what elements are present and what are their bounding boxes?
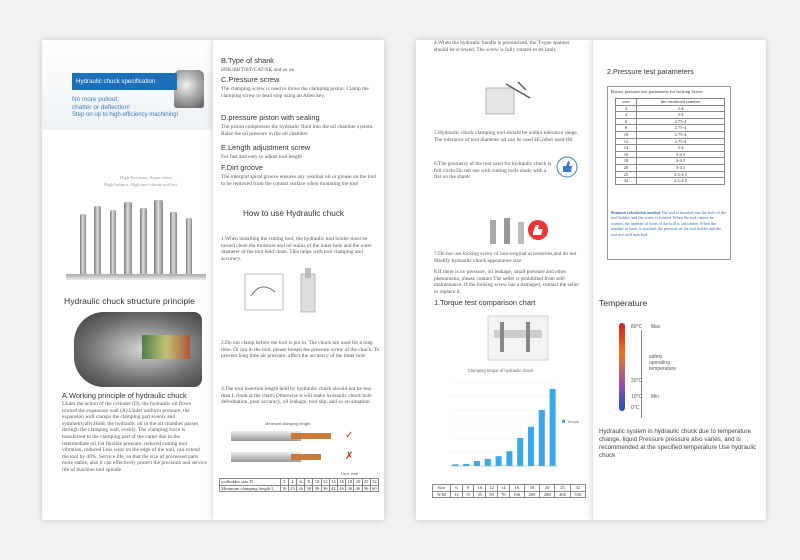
step-1: 1.When installing the cutting tool, the hydraulic tool holder must be turned clean the moisture and oil stains of the inner hole and the outer diameter of the tool held clean. This helps with tool clamping and accuracy. (221, 236, 372, 262)
temp-20-label: 20°C (631, 378, 643, 384)
temperature-body: Hydraulic system in hydraulic chuck due to temperature change, liquid Pressure pressure also varies, and is recommended at the specified temperature Use hydraulic chuck (599, 428, 757, 459)
temp-0-label: 0°C (631, 405, 640, 411)
table-row: 6 2.75-4 (616, 118, 725, 125)
chart-title: Clamping torque of hydraulic chuck (468, 368, 534, 373)
chuck-photo (174, 70, 204, 108)
temp-10-label: 10°C (631, 394, 643, 400)
chart-bar (506, 451, 512, 466)
section-e-body: For fast and easy to adjust tool length (221, 154, 302, 160)
section-a-body: Under the action of the cylinder (D), the hydraulic oil flows toward the expansion wall (A).Under uniform pressure, the expansion wall clamps the clamping part evenly and symmetrically.Hold, the hydraulic oil in the oil chamber passes through the clamping wall, evenly. The clamping force is transferred to the clamping part of the cutter due to the intermediate oil.Fat flexible pressure, reduced cutting tool vibration, reduced Less wear on the edge of the tool, can extend the tool by 40%. Service life, so that the size of processed parts more stable, also it can effectively protect the precision and service life of machine tool spindle (62, 401, 207, 473)
howto-title: How to use Hydraulic chuck (243, 209, 345, 218)
table-row: 8 2.75-4 (616, 125, 725, 132)
promo-text-2: High balance, High anti-vibration effect (104, 182, 178, 187)
table-row-label: toolholder size D (220, 479, 281, 486)
col-rotational-number: the rotational number (637, 99, 725, 106)
table-row: 32 3.5-4.5 (616, 178, 725, 185)
table-row: toolholder size D 3 4 6 8 10 12 14 16 18 20 25 32 (221, 479, 377, 484)
thumbs-up-icon (556, 156, 578, 178)
brochure-page-3 (416, 40, 592, 520)
section-d-body: The piston compresses the hydraulic fluid into the oil chamber system. Raise the oil pressure in the oil chamber (221, 124, 374, 137)
table-row: 12 2.75-4 (616, 138, 725, 145)
cross-mark-icon: ✗ (345, 451, 354, 462)
chart-bar (463, 464, 469, 466)
table-row-label: Minimum clamping length L (220, 485, 281, 492)
step-6: 6.The geometry of the tool used for hydraulic chuck is full circle.Do not use with cutting tools made with a flat on the shank (434, 161, 552, 181)
tool-holders-photo (66, 190, 206, 285)
table-row: 3 3-4 (616, 105, 725, 112)
safety-label-3: temperature (649, 366, 676, 372)
tagline-2: chatter or deflection! (72, 104, 130, 111)
torque-test-illustration (486, 314, 550, 362)
step-5: 5.Hydraulic chuck clamping tool should be within tolerance range. The tolerance of tool diameter φ4 can be used H5,other used H6 (434, 130, 579, 143)
table-row: 14 3-4 (616, 145, 725, 152)
section-e-title: E.Length adjustment screw (221, 143, 311, 152)
step-8: 8.If there is no pressure, oil leakage, small pressure and other phenomena, please contact The seller is prohibited from self-maintenance. If the locking screw has a damaged, contact the seller to replace it. (434, 269, 580, 295)
pressure-title: 2.Pressure test parameters (607, 67, 694, 76)
table-row-label: N/M (433, 491, 451, 498)
step-2: 2.Do not clamp before the tool is put in. The chuck not used for a long time. Or not in the tool, please loosen the pressure screw of the chuck. To prevent long time air pressure, affect the accuracy of the inner hole (221, 340, 380, 360)
legend-label: Torque (567, 418, 580, 424)
chart-bar (496, 456, 502, 466)
chart-bar (539, 410, 545, 466)
section-b-title: B.Type of shank (221, 56, 274, 65)
table-row-label: Size (433, 485, 451, 492)
section-c-body: The clamping screw is used to move the clamping piston. Clamp the clamping screw to dead stop using an Allen key. (221, 86, 369, 99)
step-3: 3.The tool insertion length held by hydraulic chuck should not be less than L (look at the chart) Otherwise it will make hydraulic chuck hole deformation, poor accuracy, oil leakage, tool slip, and so on situation (221, 386, 372, 406)
chart-bar (517, 438, 523, 466)
legend-swatch (562, 420, 565, 423)
pressure-table (615, 98, 725, 185)
table-row: 16 3-4.5 (616, 151, 725, 158)
table-row: 10 2.75-4 (616, 131, 725, 138)
step-4: 4.When the hydraulic handle is pressurized, the T-type spanner should be screwed. The screw is fully rotated to its limit. (434, 40, 570, 53)
section-b-body: HSK/BBT/BT/CAT/SK and so on (221, 67, 295, 73)
section-d-title: D.pressure piston with sealing (221, 113, 320, 122)
step-7: 7.Do not use locking screw of non-original accessories,and do not Modify hydraulic chuck appearance size (434, 251, 577, 264)
spec-banner: Hydraulic chuck specification (72, 73, 177, 90)
table-row: Minimum clamping length L 18 23 26 30 30 36 42 46 46 46 56 60 (221, 485, 377, 491)
promo-text-1: High Precision, Super-silent, (120, 175, 173, 180)
safety-range-bracket (641, 330, 645, 418)
tagline-3: Step on up to high-efficiency machining! (72, 112, 179, 118)
safety-label-1: safety (649, 354, 663, 360)
cutting-tools-illustration (486, 216, 551, 248)
col-size: size (616, 99, 637, 106)
chart-bar (528, 427, 534, 466)
unit-note: Unit: mm (341, 471, 358, 476)
brochure-page-4 (592, 40, 766, 520)
table-row: Size 6 8 10 12 14 16 18 20 25 32 (433, 485, 586, 492)
table-row: 4 3-4 (616, 112, 725, 119)
table-row: N/M 12 15 35 50 70 106 200 280 400 550 (433, 491, 586, 498)
brochure-page-2 (212, 40, 384, 520)
cleaning-illustration (243, 268, 338, 316)
chart-bar (485, 459, 491, 466)
section-f-body: The intergral spiral groove ensures any residual oil or grease on the tool to be removed from the contact surface when mounting the tool (221, 174, 376, 187)
rotation-method-label: Rotation calculation method (611, 210, 661, 215)
torque-table (432, 484, 586, 498)
min-length-label: Minimum clamping length (265, 421, 311, 426)
safety-label-2: operating (649, 360, 670, 366)
table-row: 20 3-4.5 (616, 164, 725, 171)
thermometer-icon (619, 323, 625, 411)
tool-insertion-diagram (231, 428, 341, 466)
table-row: 18 3-4.5 (616, 158, 725, 165)
structure-title: Hydraulic chuck structure principle (64, 296, 195, 306)
chart-bar (474, 461, 480, 466)
rotation-method-body: The tool is inserted into the hole of the tool holder, and the screw is rotated. When the tool cannot be rotated, the number of turns of the bolt is calculated. When the number of turns is reached, the pressure of the tool holder and the tool are well matched. (611, 210, 726, 237)
tagline-1: No more pullout, (72, 96, 119, 103)
temp-max-label: Max (651, 324, 661, 330)
section-c-title: C.Pressure screw (221, 75, 280, 84)
diagram-insert (142, 335, 190, 359)
torque-chart (438, 368, 588, 476)
min-length-table (219, 478, 379, 492)
table-row: 25 3.5-4.5 (616, 171, 725, 178)
temp-min-label: Min (651, 394, 660, 400)
temp-80-label: 80°C (631, 324, 643, 330)
chart-bar (452, 464, 458, 466)
torque-bar-chart (438, 374, 588, 474)
section-a-title: A.Working principle of hydraulic chuck (62, 391, 187, 400)
chart-bar (550, 389, 556, 466)
table-header-row (616, 99, 725, 106)
section-f-title: F.Dirt groove (221, 163, 263, 172)
rotation-method-text (611, 210, 727, 237)
t-spanner-illustration (476, 80, 536, 118)
temperature-title: Temperature (599, 298, 648, 308)
pressure-table-caption: Rotary pressure test parameters for locking Screw (611, 89, 703, 94)
brochure-page-1 (42, 40, 212, 520)
check-mark-icon: ✓ (345, 430, 354, 441)
torque-title: 1.Torque test comparison chart (434, 298, 536, 307)
